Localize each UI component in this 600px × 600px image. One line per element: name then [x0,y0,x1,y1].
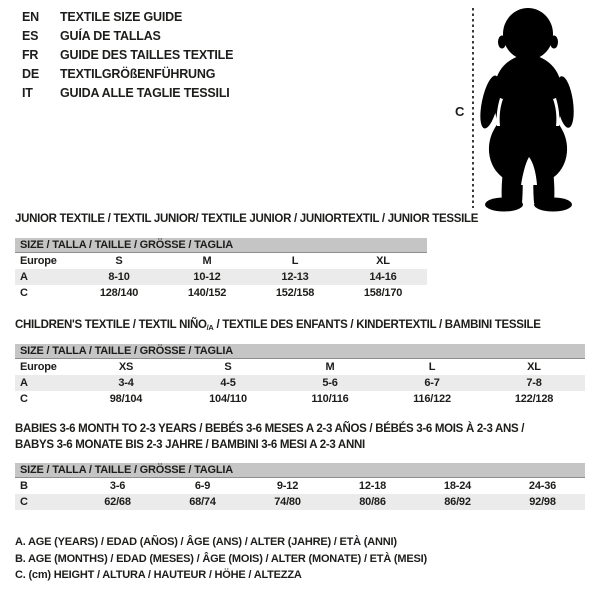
table-cell: 12-13 [281,271,309,283]
table-cell: 80/86 [359,496,386,508]
table-row [15,285,427,301]
legend-notes [15,534,427,584]
note-c: C. (cm) HEIGHT / ALTURA / HAUTEUR / HÖHE / ALTEZZA [15,569,302,581]
table-cell: 152/158 [275,287,315,299]
language-code: FR [22,48,39,62]
table-cell: 74/80 [274,496,301,508]
table-cell: 68/74 [189,496,216,508]
table-cell: 122/128 [514,393,554,405]
children-size-table [15,344,585,407]
table-row [15,269,427,285]
table-cell: 9-12 [276,480,299,492]
junior-section-title [15,212,478,228]
table-cell: 7-8 [526,377,542,389]
table-row [15,478,585,494]
language-title: GUIDE DES TAILLES TEXTILE [60,48,234,62]
table-cell: 8-10 [108,271,130,283]
language-row-en [22,8,233,27]
row-label: B [20,480,28,492]
toddler-silhouette-icon [478,6,578,212]
row-label: Europe [20,255,57,267]
language-row-de [22,65,233,84]
children-title-pre: CHILDREN'S TEXTILE / TEXTIL NIÑO [15,319,207,331]
table-cell: L [428,361,436,373]
table-cell: XL [376,255,390,267]
row-label: C [20,287,28,299]
language-title: GUIDA ALLE TAGLIE TESSILI [60,86,230,100]
table-header-band: SIZE / TALLA / TAILLE / GRÖSSE / TAGLIA [15,344,585,359]
table-cell: 3-4 [118,377,134,389]
table-row [15,391,585,407]
language-title: TEXTILE SIZE GUIDE [60,10,183,24]
table-cell: 140/152 [187,287,227,299]
table-cell: L [291,255,299,267]
table-cell: 14-16 [369,271,397,283]
table-cell: 4-5 [220,377,236,389]
row-label: C [20,393,28,405]
table-cell: 3-6 [109,480,126,492]
babies-title-line1: BABIES 3-6 MONTH TO 2-3 YEARS / BEBÉS 3-6 MESES A 2-3 AÑOS / BÉBÉS 3-6 MOIS À 2-3 ANS / [15,423,525,435]
language-row-es [22,27,233,46]
language-code: DE [22,67,39,81]
language-code: EN [22,10,39,24]
table-cell: 24-36 [528,480,557,492]
height-dotted-line [472,8,474,208]
table-cell: M [202,255,212,267]
children-title-post: / TEXTILE DES ENFANTS / KINDERTEXTIL / BAMBINI TESSILE [213,319,541,331]
table-cell: XS [118,361,134,373]
table-row [15,494,585,510]
table-cell: M [325,361,335,373]
table-cell: XL [527,361,541,373]
table-cell: 98/104 [109,393,143,405]
table-cell: S [115,255,123,267]
table-cell: 12-18 [358,480,387,492]
row-label: Europe [20,361,57,373]
language-code: ES [22,29,39,43]
table-row [15,359,585,375]
babies-size-table [15,463,585,510]
language-title: TEXTILGRÖßENFÜHRUNG [60,67,216,81]
table-header-band: SIZE / TALLA / TAILLE / GRÖSSE / TAGLIA [15,238,427,253]
table-cell: 92/98 [529,496,556,508]
table-cell: 104/110 [209,393,247,405]
junior-title-text: JUNIOR TEXTILE / TEXTIL JUNIOR/ TEXTILE JUNIOR / JUNIORTEXTIL / JUNIOR TESSILE [15,213,479,225]
note-b: B. AGE (MONTHS) / EDAD (MESES) / ÂGE (MOIS) / ALTER (MONATE) / ETÀ (MESI) [15,552,427,565]
row-label: C [20,496,28,508]
babies-section-title [15,422,524,453]
language-row-fr [22,46,233,65]
language-title: GUÍA DE TALLAS [60,29,161,43]
row-label: A [20,377,28,389]
table-row [15,253,427,269]
table-row [15,375,585,391]
language-code: IT [22,86,33,100]
table-cell: 86/92 [444,496,471,508]
junior-size-table [15,238,427,301]
row-label: A [20,271,28,283]
table-cell: 158/170 [363,287,403,299]
height-measure-figure [450,4,595,214]
children-section-title [15,318,541,336]
children-title-sub: /A [206,323,214,332]
table-cell: 110/116 [311,393,349,405]
table-header-band: SIZE / TALLA / TAILLE / GRÖSSE / TAGLIA [15,463,585,478]
language-list [22,8,233,103]
note-a: A. AGE (YEARS) / EDAD (AÑOS) / ÂGE (ANS) / ALTER (JAHRE) / ETÀ (ANNI) [15,536,397,548]
measure-c-label: C [455,104,465,119]
babies-title-line2: BABYS 3-6 MONATE BIS 2-3 JAHRE / BAMBINI 3-6 MESI A 2-3 ANNI [15,438,365,451]
table-cell: S [224,361,232,373]
table-cell: 10-12 [193,271,221,283]
table-cell: 5-6 [322,377,338,389]
language-row-it [22,84,233,103]
table-cell: 18-24 [443,480,472,492]
table-cell: 6-9 [194,480,211,492]
table-cell: 6-7 [424,377,440,389]
table-cell: 62/68 [104,496,131,508]
table-cell: 116/122 [413,393,451,405]
table-cell: 128/140 [99,287,139,299]
